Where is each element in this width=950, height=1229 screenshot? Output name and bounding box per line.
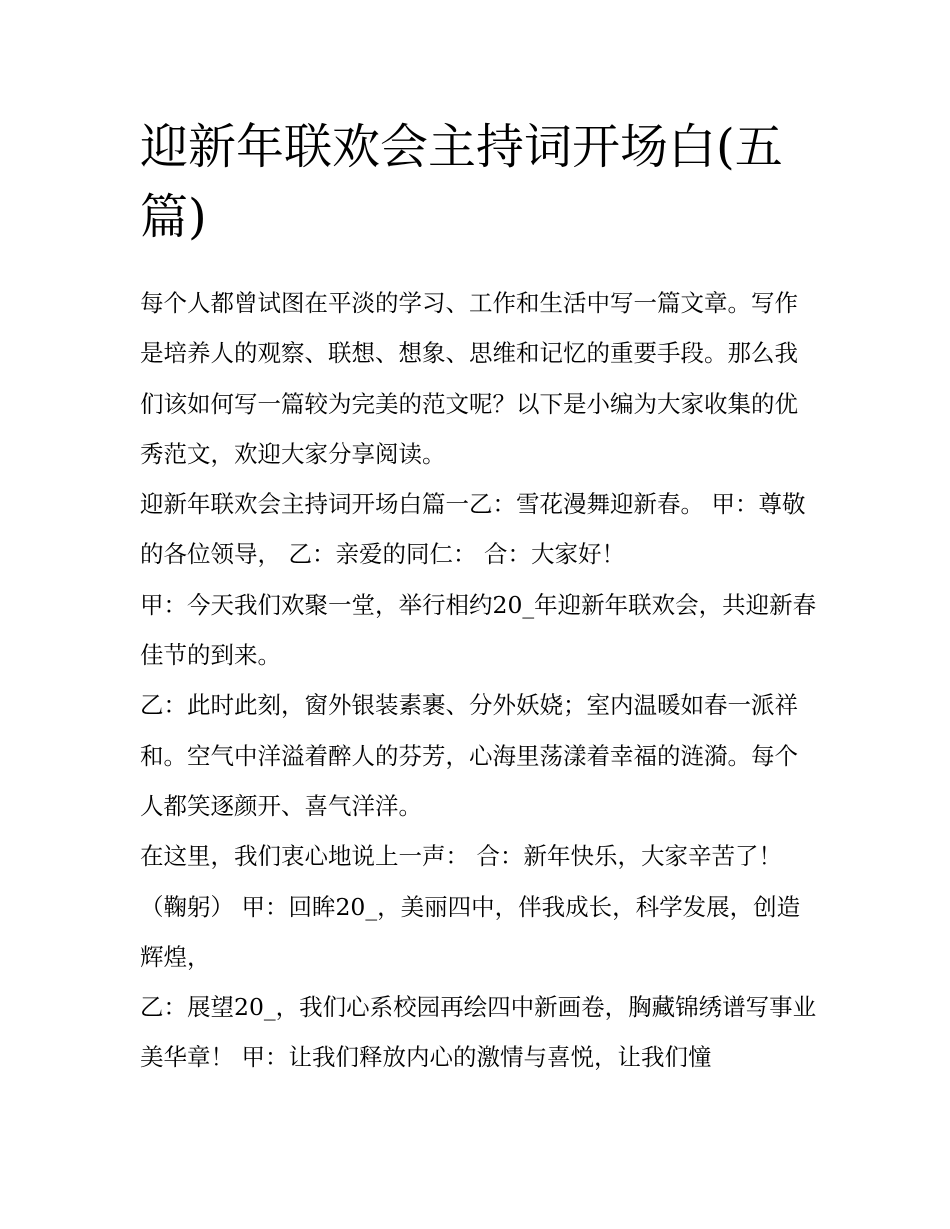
document-title: 迎新年联欢会主持词开场白(五篇) bbox=[140, 119, 783, 245]
paragraph-yi-1: 乙：此时此刻，窗外银装素裹、分外妖娆；室内温暖如春一派祥和。空气中洋溢着醉人的芬芳，心海里荡漾着幸福的涟漪。每个人都笑逐颜开、喜气洋洋。 bbox=[140, 691, 798, 820]
document-body bbox=[140, 278, 820, 1083]
paragraph-jia-1: 甲：今天我们欢聚一堂，举行相约20_年迎新年联欢会，共迎新春佳节的到来。 bbox=[140, 590, 817, 670]
paragraph-opening: 迎新年联欢会主持词开场白篇一乙：雪花漫舞迎新春。 甲：尊敬的各位领导， 乙：亲爱的同仁： 合：大家好！ bbox=[140, 490, 806, 569]
paragraph-intro: 每个人都曾试图在平淡的学习、工作和生活中写一篇文章。写作是培养人的观察、联想、想象、思维和记忆的重要手段。那么我们该如何写一篇较为完美的范文呢？以下是小编为大家收集的优秀范文，欢迎大家分享阅读。 bbox=[140, 289, 798, 468]
paragraph-yi-2: 乙：展望20_，我们心系校园再绘四中新画卷，胸藏锦绣谱写事业美华章！ 甲：让我们释放内心的激情与喜悦，让我们憧 bbox=[140, 993, 817, 1072]
paragraph-greeting: 在这里，我们衷心地说上一声： 合：新年快乐，大家辛苦了！（鞠躬） 甲：回眸20_，美丽四中，伴我成长，科学发展，创造辉煌， bbox=[140, 842, 801, 971]
